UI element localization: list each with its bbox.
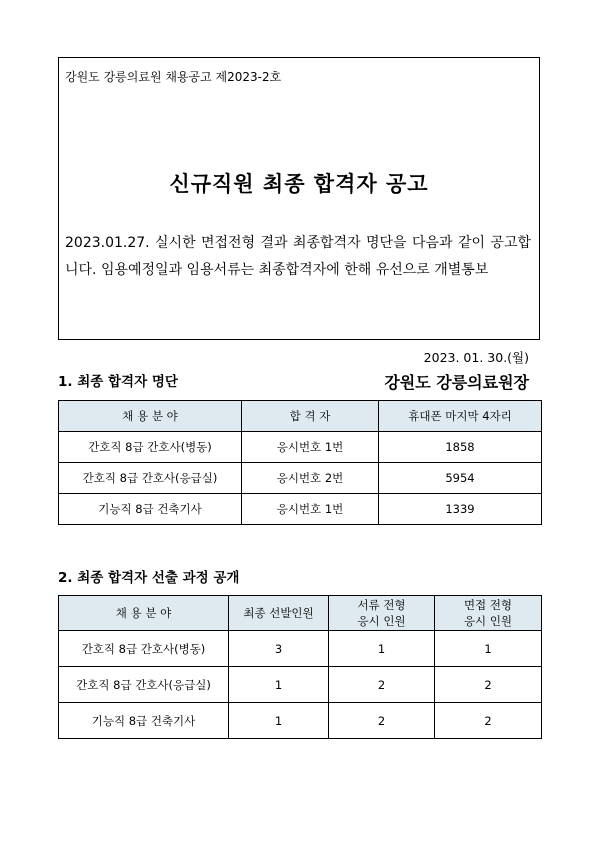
notice-issuer: 강원도 강릉의료원장 [384,373,529,392]
section1-title: 1. 최종 합격자 명단 [58,374,178,390]
cell-field: 간호직 8급 간호사(응급실) [59,463,242,494]
header-final-selected: 최종 선발인원 [229,596,329,631]
cell-final-selected: 3 [229,631,329,667]
cell-document-applicants: 2 [329,667,435,703]
table-header-row [59,401,542,432]
cell-field: 간호직 8급 간호사(병동) [59,432,242,463]
cell-interview-applicants: 1 [435,631,542,667]
notice-date: 2023. 01. 30.(월) [423,350,529,365]
header-field: 채 용 분 야 [59,596,229,631]
header-finalist: 합 격 자 [242,401,379,432]
table-header-row [59,596,542,631]
notice-body-text: 2023.01.27. 실시한 면접전형 결과 최종합격자 명단을 다음과 같이 공고합니다. 임용예정일과 임용서류는 최종합격자에 한해 유선으로 개별통보 [65,235,531,278]
cell-phone: 1858 [379,432,542,463]
cell-document-applicants: 2 [329,703,435,739]
finalists-table [58,400,542,525]
cell-final-selected: 1 [229,703,329,739]
cell-field: 기능직 8급 건축기사 [59,703,229,739]
cell-document-applicants: 1 [329,631,435,667]
header-document-applicants: 서류 전형 응시 인원 [329,596,435,631]
selection-process-table [58,595,542,739]
header-phone: 휴대폰 마지막 4자리 [379,401,542,432]
notice-body [65,230,531,284]
cell-finalist: 응시번호 1번 [242,432,379,463]
cell-final-selected: 1 [229,667,329,703]
table-row [59,494,542,525]
table-row [59,667,542,703]
notice-number: 강원도 강릉의료원 채용공고 제2023-2호 [65,70,282,84]
cell-finalist: 응시번호 2번 [242,463,379,494]
cell-field: 간호직 8급 간호사(병동) [59,631,229,667]
notice-title: 신규직원 최종 합격자 공고 [169,172,429,196]
table-row [59,631,542,667]
cell-interview-applicants: 2 [435,667,542,703]
cell-field: 기능직 8급 건축기사 [59,494,242,525]
section2-title: 2. 최종 합격자 선출 과정 공개 [58,570,240,586]
header-interview-applicants: 면접 전형 응시 인원 [435,596,542,631]
cell-field: 간호직 8급 간호사(응급실) [59,667,229,703]
cell-phone: 1339 [379,494,542,525]
table-row [59,703,542,739]
table-row [59,432,542,463]
table-row [59,463,542,494]
header-field: 채 용 분 야 [59,401,242,432]
cell-interview-applicants: 2 [435,703,542,739]
cell-phone: 5954 [379,463,542,494]
cell-finalist: 응시번호 1번 [242,494,379,525]
